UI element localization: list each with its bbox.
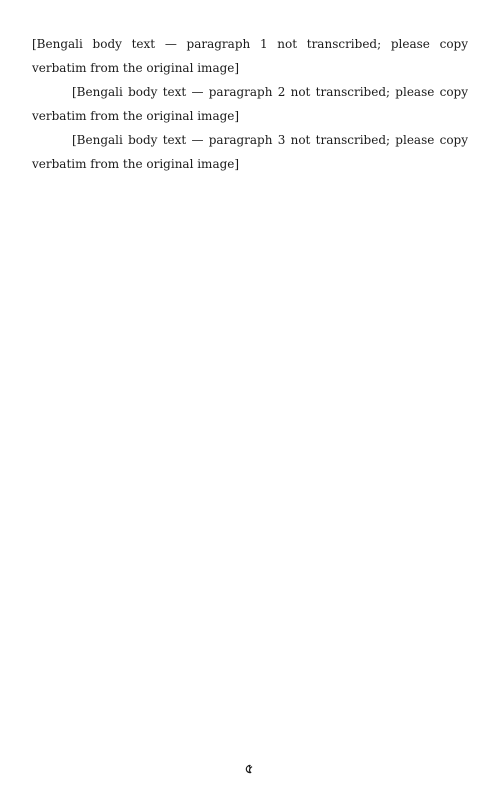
- page-number: ৫: [244, 762, 254, 777]
- body-paragraph-2: [Bengali body text — paragraph 2 not transcribed; please copy verbatim from the original image]: [32, 85, 468, 123]
- body-paragraph-1: [Bengali body text — paragraph 1 not transcribed; please copy verbatim from the original image]: [32, 37, 468, 75]
- body-paragraph-3: [Bengali body text — paragraph 3 not transcribed; please copy verbatim from the original image]: [32, 133, 468, 171]
